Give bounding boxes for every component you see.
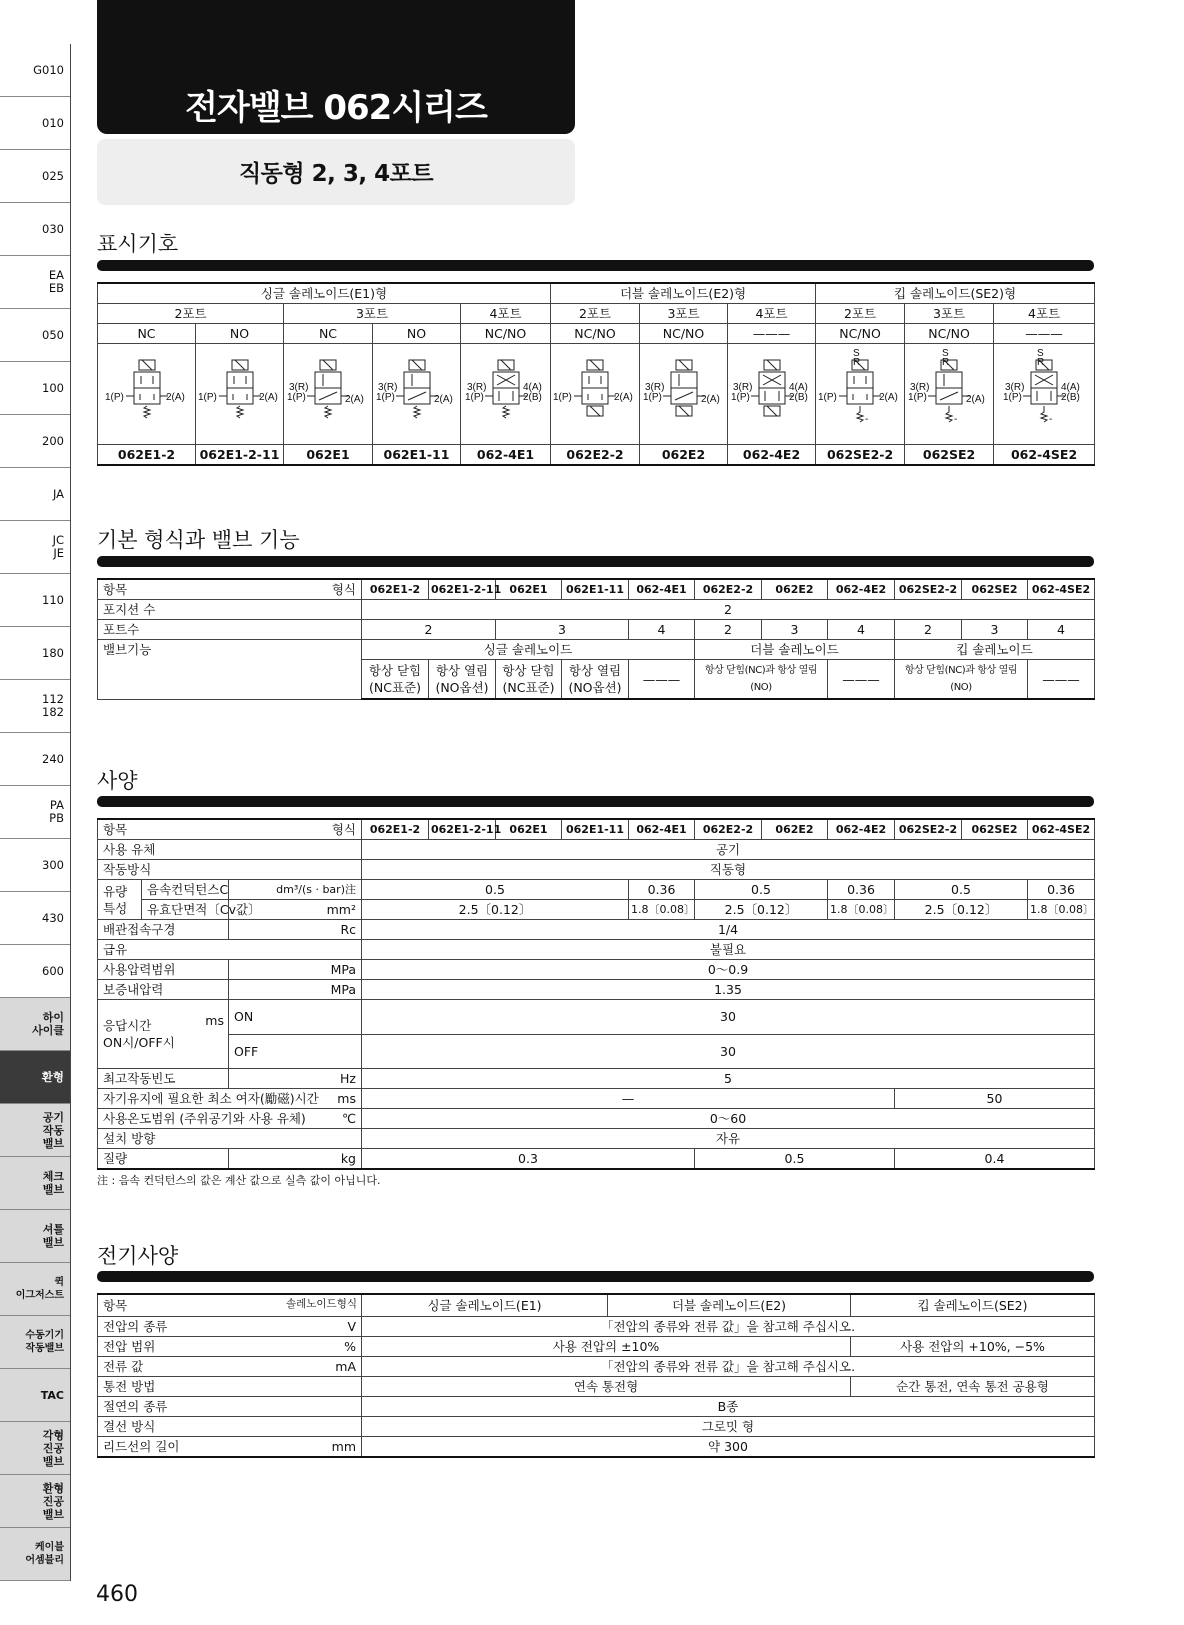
model-header: 062-4SE2 [1028,819,1095,840]
row-unit: ms [337,1091,356,1106]
symbols-model: 062E1-2-11 [196,445,284,466]
valve-symbol [994,344,1095,445]
cell-value: 0～0.9 [362,960,1095,980]
group-label: 더블 솔레노이드 [695,640,895,660]
port-label: R [942,357,950,368]
valve-symbol [551,344,640,445]
row-unit: mm² [229,900,362,920]
symbols-type: NO [196,324,284,344]
section-title-elec: 전기사양 [97,1244,179,1268]
cell-value: 0.5 [695,1149,895,1170]
section-title-symbols: 표시기호 [97,232,179,256]
port-label: 1(P) [1003,392,1022,403]
port-label: 1(P) [375,392,395,403]
symbols-port: 3포트 [640,304,728,324]
model-header: 062-4E2 [828,579,895,600]
head-item-label: 항목 [103,1298,128,1313]
symbols-port: 2포트 [551,304,640,324]
symbols-model: 062-4E1 [461,445,551,466]
port-label: 1(P) [287,392,306,403]
port-label: 1(P) [197,392,217,403]
symbols-model: 062-4SE2 [994,445,1095,466]
port-label: R [1037,357,1045,368]
sidebar-tab[interactable]: 체크 밸브 [0,1157,70,1210]
valve-symbol [98,344,196,445]
row-unit: Hz [229,1069,362,1089]
elec-row [98,1437,1095,1458]
elec-row-label: 전류 값 [103,1359,144,1374]
elec-row-label: 절연의 종류 [103,1399,168,1414]
valve-symbol-icon [197,346,283,442]
cell-value: 그로밋 형 [362,1417,1095,1437]
cell-value: 1.8〔0.08〕 [629,900,695,920]
row-unit: ℃ [341,1111,356,1126]
sidebar-tab[interactable]: 300 [0,839,70,892]
header-item [98,1294,362,1317]
cell-value: 순간 통전, 연속 통전 공용형 [851,1377,1095,1397]
row-label: 포트수 [98,620,362,640]
elec-col-header: 더블 솔레노이드(E2) [608,1294,851,1317]
symbols-model: 062E2 [640,445,728,466]
row-label [98,1089,362,1109]
row-label [98,1397,362,1417]
elec-row [98,1397,1095,1417]
cell-value: 0.4 [895,1149,1095,1170]
cell-value: 0.5 [895,880,1028,900]
port-label: 1(P) [908,392,927,403]
port-label: 4(A) [788,382,808,393]
cell-value: 3 [762,620,828,640]
row-label: 유효단면적〔Cv값〕 [142,900,229,920]
cell-value: 5 [362,1069,1095,1089]
basic-table [97,578,1095,700]
port-label: 2(B) [1061,392,1080,403]
cell-value: 자유 [362,1129,1095,1149]
cell-value: 0.5 [695,880,828,900]
port-label: 3(R) [377,382,397,393]
cell-value: 약 300 [362,1437,1095,1458]
row-label: 보증내압력 [98,980,229,1000]
symbols-model: 062E1-11 [373,445,461,466]
symbols-model: 062-4E2 [728,445,816,466]
port-label: 3(R) [289,382,309,393]
cell-value: 1.35 [362,980,1095,1000]
valve-symbol-icon [729,346,815,442]
symbols-type: NO [373,324,461,344]
sidebar-tab[interactable]: 010 [0,97,70,150]
excite-label: 자기유지에 필요한 최소 여자(勵磁)시간 [103,1091,319,1106]
cell-value: 2 [895,620,962,640]
symbols-model: 062SE2-2 [816,445,905,466]
symbols-model: 062E1 [284,445,373,466]
cell-value: 30 [362,1000,1095,1035]
port-label: 3(R) [910,382,930,393]
head-type-label: 형식 [331,582,356,597]
row-unit: V [347,1319,356,1334]
port-label: 4(A) [522,382,542,393]
sidebar-tab[interactable]: 600 [0,945,70,998]
model-header: 062-4E1 [629,579,695,600]
sidebar-tab[interactable]: 180 [0,627,70,680]
sidebar-tab[interactable]: 각형 진공 밸브 [0,1422,70,1475]
row-label [98,1317,362,1337]
sidebar-tab[interactable]: 050 [0,309,70,362]
valve-symbol [196,344,284,445]
symbols-model: 062E2-2 [551,445,640,466]
sidebar-tab[interactable]: 퀵 이그저스트 [0,1263,70,1316]
cell-value: 항상 닫힘 (NC표준) [362,660,429,700]
row-label: 최고작동빈도 [98,1069,229,1089]
sidebar-tab[interactable]: 셔틀 밸브 [0,1210,70,1263]
symbols-port: 3포트 [905,304,994,324]
valve-symbol-icon [817,346,903,442]
page-subtitle: 직동형 2, 3, 4포트 [238,161,434,187]
row-unit: mA [335,1359,356,1374]
port-label: 2(B) [788,392,808,403]
cell-value: B종 [362,1397,1095,1417]
elec-col-header: 싱글 솔레노이드(E1) [362,1294,608,1317]
cell-value: 4 [828,620,895,640]
row-label: 사용 유체 [98,840,362,860]
row-label [98,1337,362,1357]
symbols-type: ——— [994,324,1095,344]
port-label: 2(A) [165,392,185,403]
cell-value: 1.8〔0.08〕 [1028,900,1095,920]
elec-row [98,1357,1095,1377]
cell-value: 직동형 [362,860,1095,880]
head-type-label: 솔레노이드형식 [285,1298,357,1310]
sidebar-tab[interactable]: TAC [0,1369,70,1422]
row-label [98,1357,362,1377]
row-label: 설치 방향 [98,1129,362,1149]
port-label: - [1049,414,1053,425]
model-header: 062E1 [496,579,562,600]
row-label: 포지션 수 [98,600,362,620]
symbols-model: 062E1-2 [98,445,196,466]
model-header: 062-4E2 [828,819,895,840]
sidebar-tab[interactable]: 200 [0,415,70,468]
elec-row-label: 통전 방법 [103,1379,156,1394]
port-label: 4(A) [1061,382,1080,393]
row-label [98,1000,229,1069]
valve-symbol-icon [463,346,549,442]
cell-value: 3 [962,620,1028,640]
row-label: 급유 [98,940,362,960]
valve-symbol [461,344,551,445]
row-unit: dm³/(s · bar)注 [229,880,362,900]
row-unit: % [344,1339,356,1354]
sidebar-tab[interactable]: PA PB [0,786,70,839]
row-label [98,1377,362,1397]
port-label: 3(R) [1005,382,1025,393]
elec-table [97,1293,1095,1458]
model-header: 062E1-11 [562,579,629,600]
sidebar-index [0,44,71,1581]
port-label: 2(A) [258,392,278,403]
cell-value: 항상 닫힘(NC)과 항상 열림(NO) [695,660,828,700]
symbols-table [97,282,1095,466]
elec-row-label: 결선 방식 [103,1419,156,1434]
sidebar-tab[interactable]: 공기 작동 밸브 [0,1104,70,1157]
port-label: 2(A) [433,394,453,405]
sidebar-tab[interactable]: 110 [0,574,70,627]
port-label: S [1037,348,1044,359]
response-label: 응답시간 ON시/OFF시 [103,1018,175,1050]
row-label: 질량 [98,1149,229,1170]
cell-value: 0.3 [362,1149,695,1170]
model-header: 062E2-2 [695,819,762,840]
valve-symbol-icon [906,346,992,442]
row-label [98,1417,362,1437]
model-header: 062E1 [496,819,562,840]
cell-value: 2 [362,600,1095,620]
valve-symbol-icon [104,346,190,442]
header-item [98,819,362,840]
valve-symbol-icon [641,346,727,442]
cell-value: 항상 열림 (NO옵션) [562,660,629,700]
symbols-port: 4포트 [461,304,551,324]
symbols-group-e2: 더블 솔레노이드(E2)형 [551,283,816,304]
symbols-type: NC [98,324,196,344]
sidebar-tab[interactable]: 100 [0,362,70,415]
row-sub-label: ON [229,1000,362,1035]
symbols-type: NC/NO [640,324,728,344]
row-sub-label: OFF [229,1034,362,1069]
row-label: 배관접속구경 [98,920,229,940]
port-label: S [853,348,860,359]
page-number: 460 [96,1582,138,1607]
row-label: 밸브기능 [98,640,362,700]
sidebar-tab[interactable]: 하이 사이클 [0,998,70,1051]
cell-value: 연속 통전형 [362,1377,851,1397]
port-label: 2(A) [700,394,720,405]
model-header: 062SE2-2 [895,579,962,600]
temp-label: 사용온도범위 (주위공기와 사용 유체) [103,1111,306,1126]
valve-symbol-icon [552,346,638,442]
symbols-group-e1: 싱글 솔레노이드(E1)형 [98,283,551,304]
port-label: - [954,414,958,425]
cell-value: 사용 전압의 ±10% [362,1337,851,1357]
cell-value: 「전압의 종류와 전류 값」을 참고해 주십시오. [362,1317,1095,1337]
cell-value: 4 [629,620,695,640]
model-header: 062E2 [762,579,828,600]
valve-symbol [284,344,373,445]
cell-value: 2.5〔0.12〕 [695,900,828,920]
cell-value: 2 [695,620,762,640]
elec-row-label: 리드선의 길이 [103,1439,180,1454]
head-item-label: 항목 [103,822,128,837]
symbols-type: NC/NO [816,324,905,344]
model-header: 062SE2 [962,819,1028,840]
port-label: 1(P) [730,392,750,403]
cell-value: 50 [895,1089,1095,1109]
port-label: 1(P) [642,392,662,403]
model-header: 062E1-2 [362,819,429,840]
valve-symbol [816,344,905,445]
sidebar-tab[interactable]: 240 [0,733,70,786]
sidebar-tab[interactable]: 환형 [0,1051,70,1104]
sidebar-tab[interactable]: 케이블 어셈블리 [0,1528,70,1581]
cell-value: 3 [496,620,629,640]
sidebar-tab[interactable]: JC JE [0,521,70,574]
elec-row-label: 전압 범위 [103,1339,156,1354]
cell-value: ——— [629,660,695,700]
row-unit: MPa [229,960,362,980]
port-label: 2(A) [966,394,985,405]
cell-value: 4 [1028,620,1095,640]
cell-value: 0.36 [629,880,695,900]
valve-symbol [905,344,994,445]
symbols-port: 2포트 [816,304,905,324]
symbols-port: 4포트 [994,304,1095,324]
symbols-type: ——— [728,324,816,344]
symbols-type: NC/NO [461,324,551,344]
section-title-basic: 기본 형식과 밸브 기능 [97,528,300,552]
cell-value: 0～60 [362,1109,1095,1129]
cell-value: 1/4 [362,920,1095,940]
model-header: 062E1-2 [362,579,429,600]
valve-symbol-icon [374,346,460,442]
row-unit: MPa [229,980,362,1000]
section-title-spec: 사양 [97,769,138,793]
port-label: 3(R) [644,382,664,393]
cell-value: 2 [362,620,496,640]
port-label: 2(A) [614,392,633,403]
symbols-group-se2: 킵 솔레노이드(SE2)형 [816,283,1095,304]
port-label: 3(R) [732,382,752,393]
symbols-type: NC/NO [905,324,994,344]
valve-symbol [640,344,728,445]
sidebar-tab[interactable]: EA EB [0,256,70,309]
cell-value: 항상 닫힘 (NC표준) [496,660,562,700]
elec-row [98,1377,1095,1397]
row-label [98,1437,362,1458]
row-unit: ms [205,1013,224,1028]
sidebar-tab[interactable]: 환형 진공 밸브 [0,1475,70,1528]
valve-symbol [728,344,816,445]
elec-row-label: 전압의 종류 [103,1319,168,1334]
model-header: 062E1-11 [562,819,629,840]
cell-value: 0.5 [362,880,629,900]
port-label: 2(A) [879,392,898,403]
spec-table [97,818,1095,1170]
cell-value: 0.36 [828,880,895,900]
section-bar [97,1271,1094,1282]
row-label: 음속컨덕턴스C [142,880,229,900]
valve-symbol-icon [1001,346,1087,442]
cell-value: ——— [828,660,895,700]
port-label: 1(P) [553,392,572,403]
cell-value: 0.36 [1028,880,1095,900]
model-header: 062E2 [762,819,828,840]
row-unit: Rc [229,920,362,940]
cell-value: 30 [362,1034,1095,1069]
cell-value: 항상 닫힘(NC)과 항상 열림(NO) [895,660,1028,700]
sidebar-tab[interactable]: 112 182 [0,680,70,733]
sidebar-tab[interactable]: 030 [0,203,70,256]
sidebar-tab[interactable]: 025 [0,150,70,203]
symbols-type: NC [284,324,373,344]
head-type-label: 형식 [331,822,356,837]
cell-value: 2.5〔0.12〕 [362,900,629,920]
symbols-model: 062SE2 [905,445,994,466]
sidebar-tab[interactable]: JA [0,468,70,521]
port-label: 3(R) [466,382,486,393]
cell-value: ——— [1028,660,1095,700]
cell-value: 2.5〔0.12〕 [895,900,1028,920]
model-header: 062SE2 [962,579,1028,600]
cell-value: 불필요 [362,940,1095,960]
port-label: 1(P) [104,392,124,403]
section-bar [97,556,1094,567]
page-title: 전자밸브 062시리즈 [185,88,487,128]
cell-value: — [362,1089,895,1109]
model-header: 062SE2-2 [895,819,962,840]
elec-row [98,1417,1095,1437]
sidebar-tab[interactable]: 430 [0,892,70,945]
symbols-port: 4포트 [728,304,816,324]
row-label: 유량특성 [98,880,142,920]
port-label: 2(A) [345,394,364,405]
elec-row [98,1317,1095,1337]
row-label [98,1109,362,1129]
cell-value: 1.8〔0.08〕 [828,900,895,920]
row-unit: kg [229,1149,362,1170]
model-header: 062E1-2-11 [429,579,496,600]
row-label: 작동방식 [98,860,362,880]
section-bar [97,260,1094,271]
row-unit: mm [331,1439,356,1454]
elec-col-header: 킵 솔레노이드(SE2) [851,1294,1095,1317]
section-bar [97,796,1094,807]
port-label: 1(P) [818,392,837,403]
model-header: 062-4SE2 [1028,579,1095,600]
group-label: 킵 솔레노이드 [895,640,1095,660]
header-item [98,579,362,600]
row-label: 사용압력범위 [98,960,229,980]
model-header: 062E2-2 [695,579,762,600]
head-item-label: 항목 [103,582,128,597]
sidebar-tab[interactable]: 수동기기 작동밸브 [0,1316,70,1369]
sidebar-tab[interactable]: G010 [0,44,70,97]
group-label: 싱글 솔레노이드 [362,640,695,660]
elec-row [98,1337,1095,1357]
cell-value: 「전압의 종류와 전류 값」을 참고해 주십시오. [362,1357,1095,1377]
symbols-type: NC/NO [551,324,640,344]
port-label: - [865,414,869,425]
port-label: 1(P) [464,392,484,403]
port-label: S [942,348,949,359]
model-header: 062E1-2-11 [429,819,496,840]
symbols-port: 2포트 [98,304,284,324]
cell-value: 공기 [362,840,1095,860]
cell-value: 항상 열림 (NO옵션) [429,660,496,700]
spec-note: 注 : 음속 컨덕턴스의 값은 계산 값으로 실측 값이 아닙니다. [97,1174,381,1187]
port-label: R [853,357,861,368]
valve-symbol-icon [285,346,371,442]
valve-symbol [373,344,461,445]
symbols-port: 3포트 [284,304,461,324]
model-header: 062-4E1 [629,819,695,840]
cell-value: 사용 전압의 +10%, −5% [851,1337,1095,1357]
port-label: 2(B) [522,392,542,403]
